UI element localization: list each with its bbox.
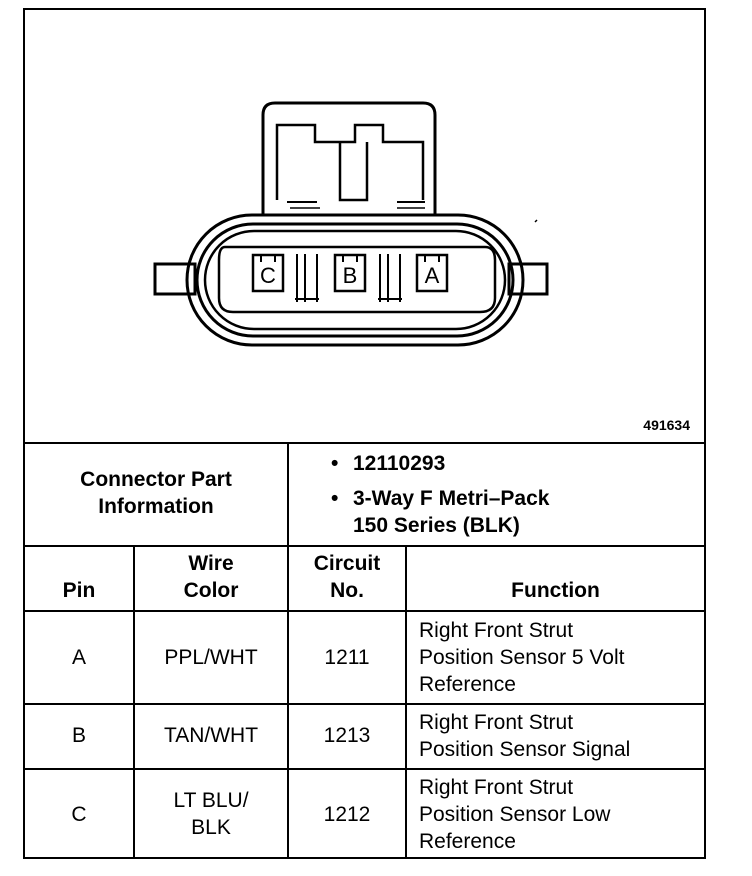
part-number: 12110293 bbox=[353, 452, 446, 475]
row-c-pin: C bbox=[71, 803, 87, 826]
row-b-function-line1: Right Front Strut bbox=[419, 711, 574, 734]
row-a-function-line1: Right Front Strut bbox=[419, 619, 574, 642]
header-pin: Pin bbox=[62, 579, 96, 602]
connector-type-line1: 3-Way F Metri–Pack bbox=[353, 487, 550, 510]
header-circuit bbox=[289, 550, 405, 604]
header-wire-line1: Wire bbox=[188, 552, 234, 575]
pin-label-a: A bbox=[424, 263, 440, 288]
latch-tab bbox=[340, 142, 367, 200]
connector-type-bullet: • 3-Way F Metri–Pack 150 Series (BLK) bbox=[331, 487, 550, 537]
divider-row-b bbox=[25, 768, 704, 770]
latch-housing-inner bbox=[277, 125, 423, 200]
row-a-function-line3: Reference bbox=[419, 673, 516, 696]
row-a-function-line2: Position Sensor 5 Volt bbox=[419, 646, 625, 669]
divider-header bbox=[25, 610, 704, 612]
divider-diagram bbox=[25, 442, 704, 444]
divider-row-a bbox=[25, 703, 704, 705]
row-a-function bbox=[419, 617, 624, 698]
row-b-pin: B bbox=[71, 724, 86, 747]
header-circuit-line2: No. bbox=[330, 579, 364, 602]
row-c-circuit: 1212 bbox=[323, 803, 371, 826]
row-c-wire bbox=[135, 787, 287, 841]
row-c-wire-line2: BLK bbox=[191, 816, 231, 839]
part-info-label bbox=[25, 466, 287, 520]
connector-info-frame bbox=[23, 8, 706, 859]
row-c-function-line1: Right Front Strut bbox=[419, 776, 574, 799]
row-a-circuit: 1211 bbox=[324, 646, 370, 669]
row-b-function bbox=[419, 709, 630, 763]
row-c-function-line2: Position Sensor Low bbox=[419, 803, 611, 826]
row-c-function-line3: Reference bbox=[419, 830, 516, 853]
header-wire-color bbox=[135, 550, 287, 604]
header-circuit-line1: Circuit bbox=[313, 552, 381, 575]
connector-illustration bbox=[25, 10, 704, 442]
part-number-bullet: • 12110293 bbox=[331, 452, 446, 475]
right-ear bbox=[509, 264, 547, 294]
part-info-label-line2: Information bbox=[98, 495, 214, 518]
latch-housing-outer bbox=[263, 103, 435, 215]
pin-label-b: B bbox=[342, 263, 358, 288]
row-a-wire: PPL/WHT bbox=[164, 646, 258, 669]
row-b-circuit: 1213 bbox=[323, 724, 371, 747]
row-c-function bbox=[419, 774, 610, 855]
figure-id: 491634 bbox=[643, 417, 690, 433]
pin-label-c: C bbox=[260, 263, 276, 288]
header-function: Function bbox=[511, 579, 600, 602]
connector-type-line2: 150 Series (BLK) bbox=[353, 514, 520, 537]
divider-part-info bbox=[25, 545, 704, 547]
header-wire-line2: Color bbox=[183, 579, 239, 602]
connector-diagram bbox=[25, 10, 704, 442]
row-b-function-line2: Position Sensor Signal bbox=[419, 738, 631, 761]
row-a-pin: A bbox=[71, 646, 86, 669]
row-c-wire-line1: LT BLU/ bbox=[173, 789, 249, 812]
part-info-label-line1: Connector Part bbox=[80, 468, 232, 491]
row-b-wire: TAN/WHT bbox=[163, 724, 259, 747]
